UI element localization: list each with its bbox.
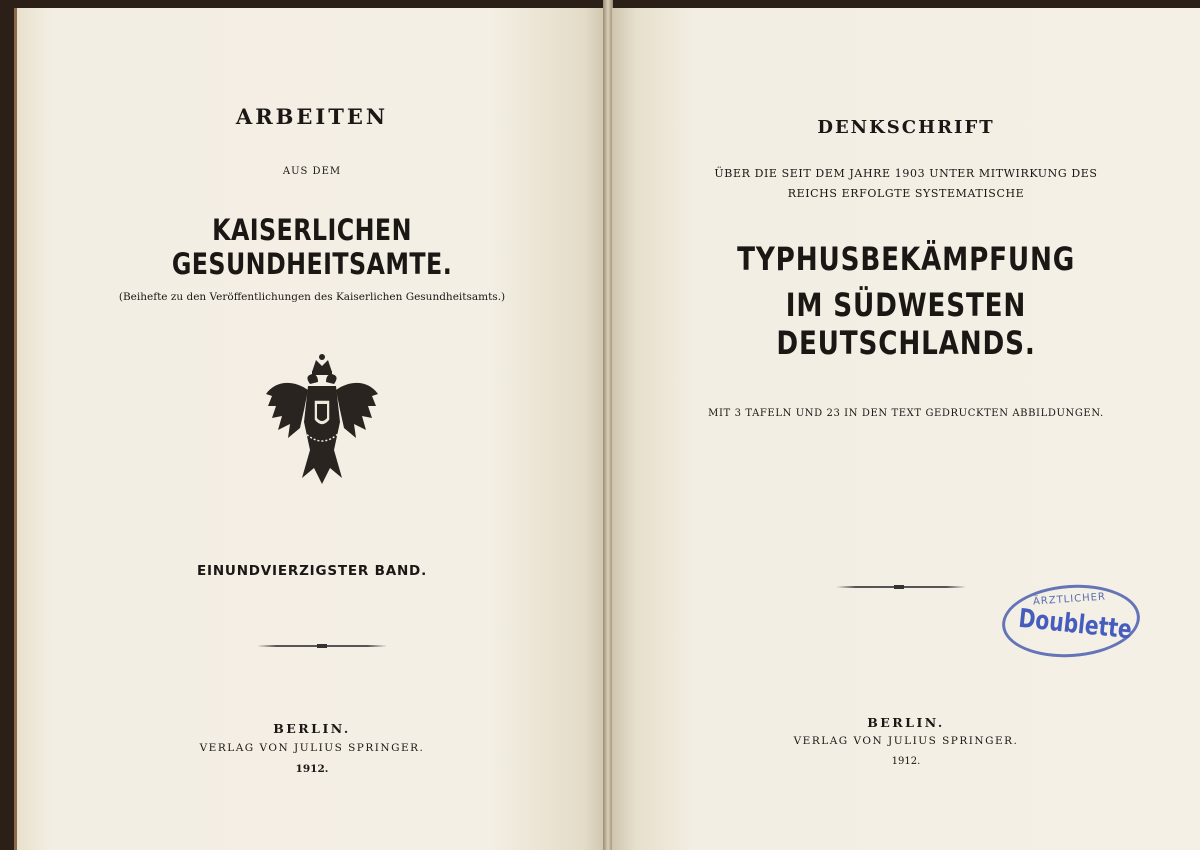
main-title-line-1-wrap	[612, 240, 1200, 278]
main-title-line-2: IM SÜDWESTEN DEUTSCHLANDS.	[776, 286, 1036, 362]
imprint-year: 1912.	[891, 756, 921, 767]
intro-line-2: REICHS ERFOLGTE SYSTEMATISCHE	[787, 187, 1025, 200]
main-title-line-2-wrap	[612, 286, 1200, 362]
imprint-publisher: VERLAG VON JULIUS SPRINGER.	[199, 742, 425, 754]
decorative-rule	[836, 586, 966, 588]
stamp-ring-text: ÄRZTLICHER	[1032, 591, 1107, 608]
series-subtitle: (Beihefte zu den Veröffentlichungen des Kaiserlichen Gesundheitsamts.)	[118, 291, 506, 303]
right-page	[612, 8, 1200, 850]
imperial-eagle-icon	[264, 350, 380, 486]
intro-line-1: ÜBER DIE SEIT DEM JAHRE 1903 UNTER MITWIRKUNG DES	[714, 167, 1098, 180]
aus-dem-label: AUS DEM	[282, 166, 342, 177]
institution-title-wrap	[17, 213, 607, 281]
series-title: ARBEITEN	[235, 104, 389, 129]
left-page	[14, 8, 607, 850]
plates-note: MIT 3 TAFELN UND 23 IN DEN TEXT GEDRUCKTEN ABBILDUNGEN.	[708, 408, 1104, 419]
imprint-year: 1912.	[295, 763, 329, 775]
volume-label: EINUNDVIERZIGSTER BAND.	[196, 563, 427, 579]
decorative-rule	[257, 645, 387, 647]
denkschrift-heading: DENKSCHRIFT	[817, 117, 995, 138]
imprint-city: BERLIN.	[867, 715, 945, 730]
institution-title: KAISERLICHEN GESUNDHEITSAMTE.	[171, 213, 453, 281]
stamp-main-text: Doublette	[1017, 603, 1134, 646]
main-title-line-1: TYPHUSBEKÄMPFUNG	[736, 240, 1076, 278]
imprint-city: BERLIN.	[273, 721, 351, 736]
imprint-publisher: VERLAG VON JULIUS SPRINGER.	[793, 735, 1019, 747]
